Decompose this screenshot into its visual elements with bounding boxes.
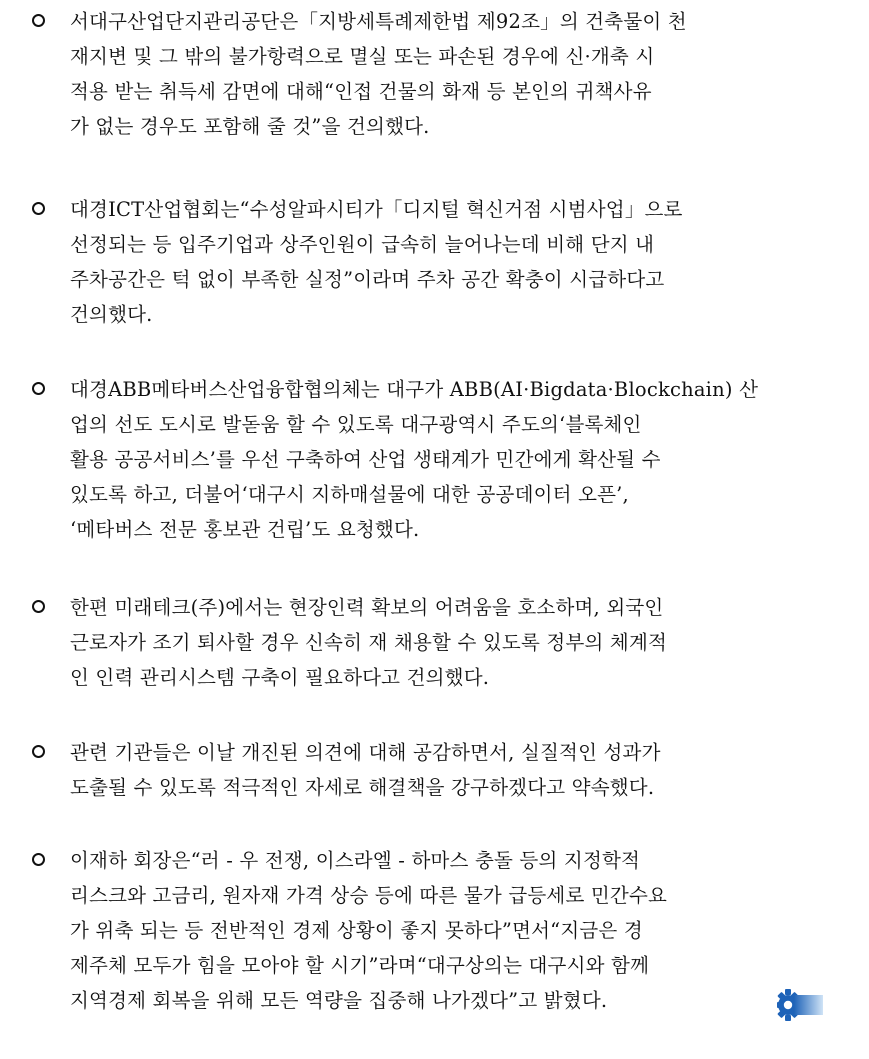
paragraph-2-line-4: 건의했다. bbox=[70, 303, 153, 326]
paragraph-1-line-4: 가 없는 경우도 포함해 줄 것”을 건의했다. bbox=[70, 115, 430, 138]
circle-bullet-icon bbox=[30, 372, 58, 407]
paragraph-1-line-2: 재지변 및 그 밖의 불가항력으로 멸실 또는 파손된 경우에 신·개축 시 bbox=[70, 45, 655, 68]
paragraph-1-line-1: 서대구산업단지관리공단은「지방세특례제한법 제92조」의 건축물이 천 bbox=[70, 10, 687, 33]
paragraph-2-line-1: 대경ICT산업협회는“수성알파시티가「디지털 혁신거점 시범사업」으로 bbox=[70, 198, 683, 221]
paragraph-3-line-1: 대경ABB메타버스산업융합협의체는 대구가 ABB(AI·Bigdata·Blockchain) 산 bbox=[70, 378, 759, 401]
circle-bullet-icon bbox=[30, 735, 58, 770]
paragraph-3-line-4: 있도록 하고, 더불어‘대구시 지하매설물에 대한 공공데이터 오픈’, bbox=[70, 483, 629, 506]
paragraph-5-line-2: 도출될 수 있도록 적극적인 자세로 해결책을 강구하겠다고 약속했다. bbox=[70, 776, 655, 799]
circle-bullet-icon bbox=[30, 192, 58, 227]
paragraph-3-line-5: ‘메타버스 전문 홍보관 건립’도 요청했다. bbox=[70, 518, 420, 541]
paragraph-6-line-3: 가 위축 되는 등 전반적인 경제 상황이 좋지 못하다”면서“지금은 경 bbox=[70, 919, 643, 942]
paragraph-4-line-2: 근로자가 조기 퇴사할 경우 신속히 재 채용할 수 있도록 정부의 체계적 bbox=[70, 631, 668, 654]
circle-bullet-icon bbox=[30, 590, 58, 625]
paragraph-3-line-3: 활용 공공서비스’를 우선 구축하여 산업 생태계가 민간에게 확산될 수 bbox=[70, 448, 661, 471]
gear-logo-icon bbox=[776, 988, 824, 1022]
paragraph-6-line-4: 제주체 모두가 힘을 모아야 할 시기”라며“대구상의는 대구시와 함께 bbox=[70, 954, 650, 977]
paragraph-2-line-3: 주차공간은 턱 없이 부족한 실정”이라며 주차 공간 확충이 시급하다고 bbox=[70, 268, 665, 291]
circle-bullet-icon bbox=[30, 4, 58, 39]
circle-bullet-icon bbox=[30, 843, 58, 878]
paragraph-2-line-2: 선정되는 등 입주기업과 상주인원이 급속히 늘어나는데 비해 단지 내 bbox=[70, 233, 655, 256]
paragraph-6-line-2: 리스크와 고금리, 원자재 가격 상승 등에 따른 물가 급등세로 민간수요 bbox=[70, 884, 668, 907]
paragraph-4-line-1: 한편 미래테크(주)에서는 현장인력 확보의 어려움을 호소하며, 외국인 bbox=[70, 596, 664, 619]
paragraph-4-line-3: 인 인력 관리시스템 구축이 필요하다고 건의했다. bbox=[70, 666, 490, 689]
paragraph-3-line-2: 업의 선도 도시로 발돋움 할 수 있도록 대구광역시 주도의‘블록체인 bbox=[70, 413, 642, 436]
paragraph-5-line-1: 관련 기관들은 이날 개진된 의견에 대해 공감하면서, 실질적인 성과가 bbox=[70, 741, 661, 764]
paragraph-6-line-5: 지역경제 회복을 위해 모든 역량을 집중해 나가겠다”고 밝혔다. bbox=[70, 989, 608, 1012]
paragraph-1-line-3: 적용 받는 취득세 감면에 대해“인접 건물의 화재 등 본인의 귀책사유 bbox=[70, 80, 652, 103]
paragraph-6-line-1: 이재하 회장은“러 - 우 전쟁, 이스라엘 - 하마스 충돌 등의 지정학적 bbox=[70, 849, 641, 872]
